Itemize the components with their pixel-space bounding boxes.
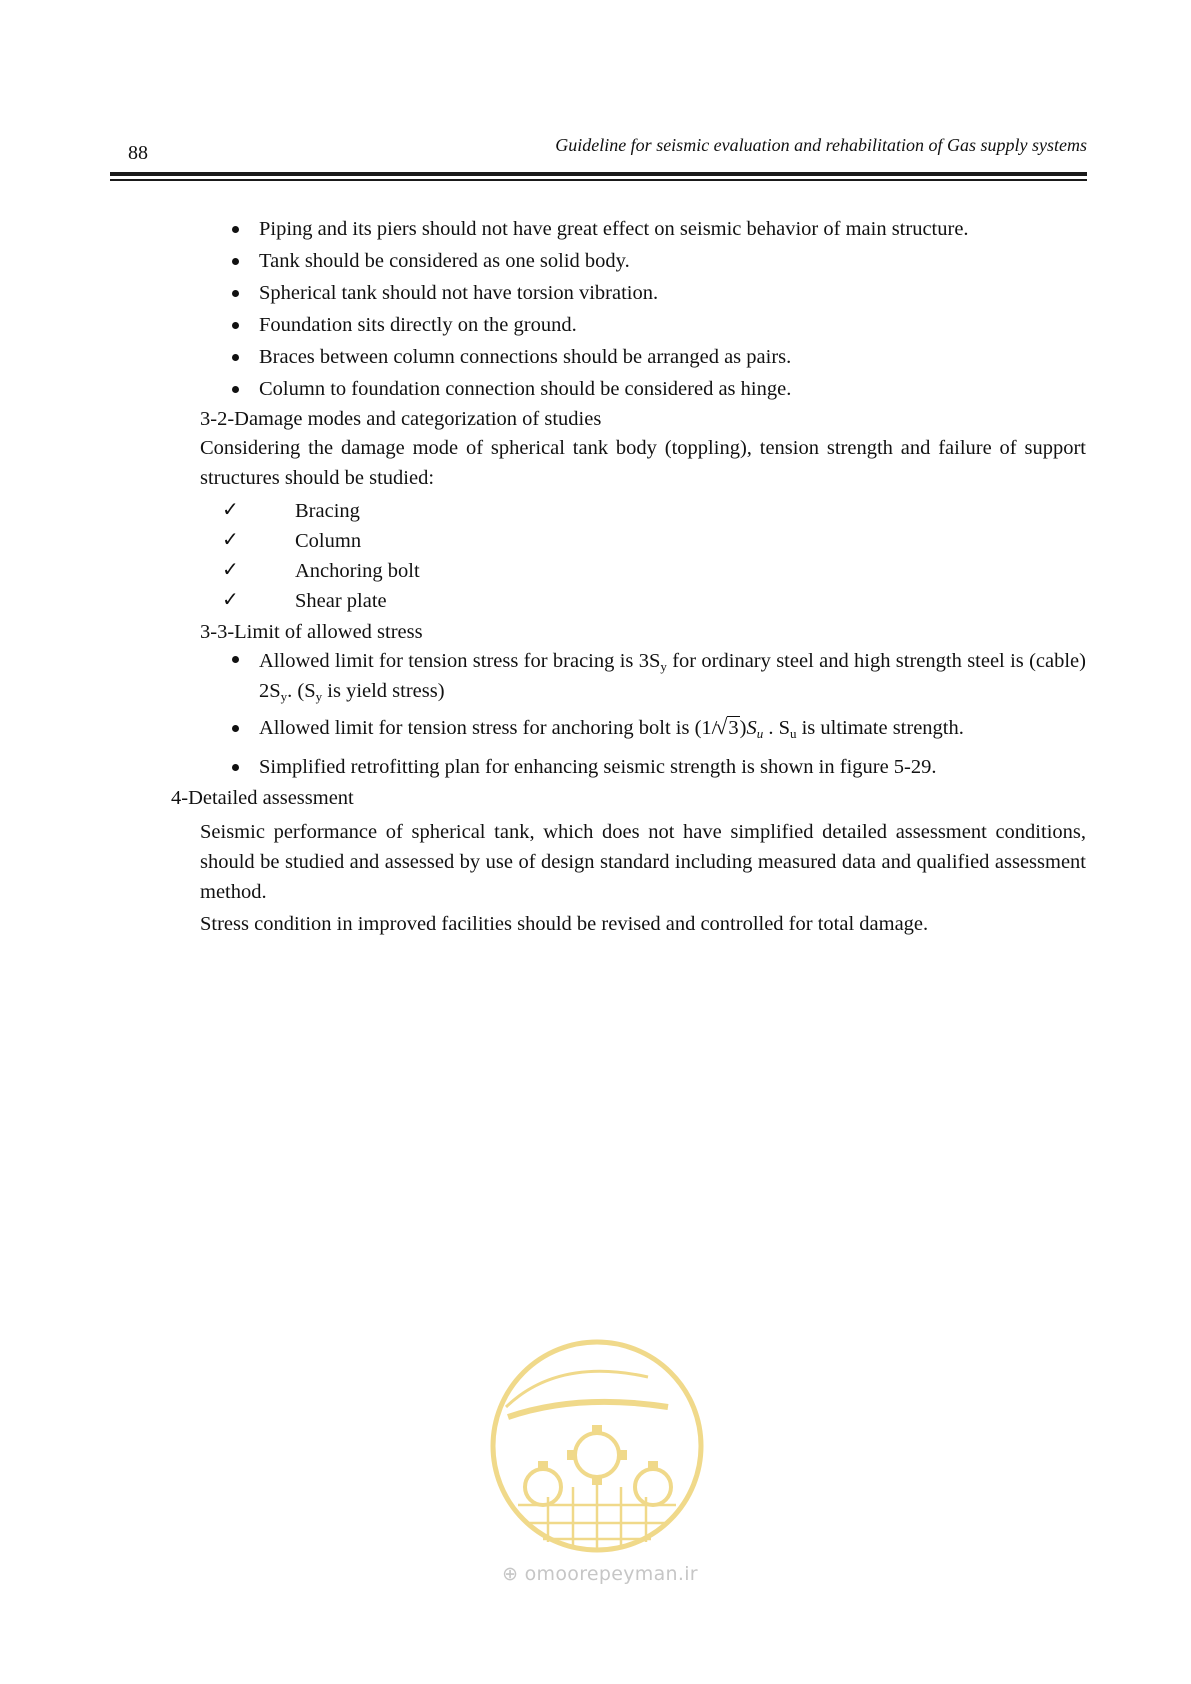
header-rule-thin [110,179,1087,181]
section-heading-3-3: 3-3-Limit of allowed stress [200,621,423,643]
section-heading-4: 4-Detailed assessment [171,787,354,809]
checkmark-icon: ✓ [222,497,239,521]
stress-limit-bracing: Allowed limit for tension stress for bracing is $3S_y$ for ordinary steel and high strength steel is (cable) $2S_y$. ($S_y$ is yield stress) [259,646,1086,706]
header-rule-thick [110,172,1087,176]
watermark-logo [488,1337,706,1555]
checkmark-icon: ✓ [222,527,239,551]
section-4-paragraph-1: Seismic performance of spherical tank, which does not have simplified detailed assessment conditions, should be studied and assessed by use of design standard including measured data and qualified assessment method. [200,821,1086,903]
section-3-2-paragraph: Considering the damage mode of spherical tank body (toppling), tension strength and failure of support structures should be studied: [200,437,1086,489]
checkmark-icon: ✓ [222,587,239,611]
anchor-bolt-formula: (1/√ $3)S_u$ [695,717,764,739]
checkmark-icon: ✓ [222,557,239,581]
running-title: Guideline for seismic evaluation and rehabilitation of Gas supply systems [555,135,1087,155]
page-number: 88 [128,142,148,164]
section-heading-3-2: 3-2-Damage modes and categorization of studies [200,408,602,430]
section-4-paragraph-2: Stress condition in improved facilities should be revised and controlled for total damage. [200,913,929,935]
watermark-site: ⊕ omoorepeyman.ir [502,1563,698,1585]
